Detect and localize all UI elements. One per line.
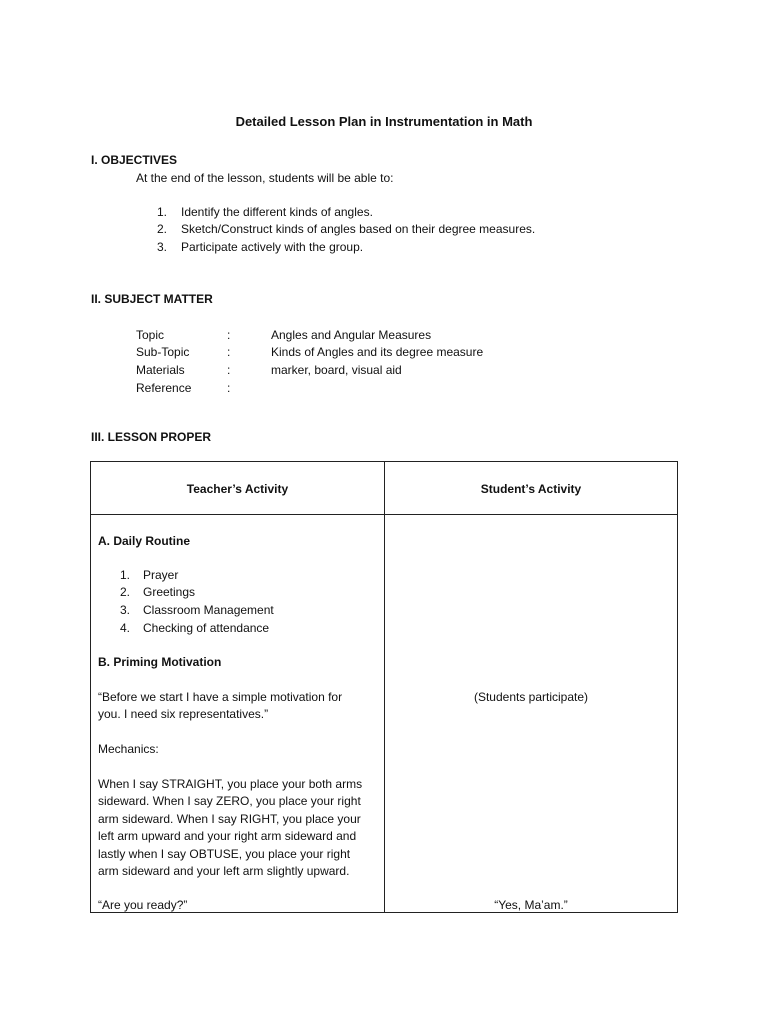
routine-item: Prayer — [143, 568, 179, 582]
subject-colon: : — [227, 381, 231, 395]
mechanics-line: arm sideward and your left arm slightly upward. — [98, 864, 350, 878]
lesson-table — [90, 461, 678, 913]
mechanics-line: sideward. When I say ZERO, you place your right — [98, 794, 361, 808]
routine-number: 1. — [120, 568, 131, 582]
routine-item: Classroom Management — [143, 603, 274, 617]
subject-value-materials: marker, board, visual aid — [271, 363, 402, 377]
routine-number: 2. — [120, 585, 131, 599]
routine-item: Greetings — [143, 585, 196, 599]
mechanics-line: lastly when I say OBTUSE, you place your right — [98, 847, 351, 861]
mechanics-line: When I say STRAIGHT, you place your both arms — [98, 777, 363, 791]
daily-routine-heading: A. Daily Routine — [98, 534, 191, 548]
subject-label-topic: Topic — [136, 328, 165, 342]
objective-item: Sketch/Construct kinds of angles based on their degree measures. — [181, 222, 536, 236]
objective-number: 2. — [157, 222, 168, 236]
document-title: Detailed Lesson Plan in Instrumentation in Math — [235, 114, 533, 129]
subject-colon: : — [227, 328, 231, 342]
objective-number: 3. — [157, 240, 168, 254]
subject-colon: : — [227, 345, 231, 359]
column-divider — [384, 462, 385, 912]
subject-value-topic: Angles and Angular Measures — [271, 328, 432, 342]
subject-colon: : — [227, 363, 231, 377]
mechanics-line: arm sideward. When I say RIGHT, you place your — [98, 812, 361, 826]
priming-motivation-heading: B. Priming Motivation — [98, 655, 222, 669]
mechanics-label: Mechanics: — [98, 742, 159, 756]
mechanics-line: left arm upward and your right arm sideward and — [98, 829, 357, 843]
teacher-activity-header: Teacher’s Activity — [186, 482, 289, 496]
students-yes-response: “Yes, Ma’am.” — [494, 898, 568, 912]
ready-question: “Are you ready?” — [98, 898, 188, 912]
subject-label-reference: Reference — [136, 381, 192, 395]
subject-label-materials: Materials — [136, 363, 185, 377]
routine-number: 3. — [120, 603, 131, 617]
student-activity-header: Student’s Activity — [480, 482, 582, 496]
routine-number: 4. — [120, 621, 131, 635]
students-participate-response: (Students participate) — [473, 690, 589, 704]
subject-value-subtopic: Kinds of Angles and its degree measure — [271, 345, 484, 359]
objective-number: 1. — [157, 205, 168, 219]
subject-matter-heading: II. SUBJECT MATTER — [91, 292, 213, 306]
header-divider — [91, 514, 677, 515]
motivation-quote-line: you. I need six representatives.” — [98, 707, 269, 721]
objectives-intro: At the end of the lesson, students will be able to: — [136, 171, 394, 185]
lesson-proper-heading: III. LESSON PROPER — [91, 430, 212, 444]
objective-item: Identify the different kinds of angles. — [181, 205, 373, 219]
objectives-heading: I. OBJECTIVES — [91, 153, 178, 167]
subject-label-subtopic: Sub-Topic — [136, 345, 190, 359]
motivation-quote-line: “Before we start I have a simple motivation for — [98, 690, 343, 704]
objective-item: Participate actively with the group. — [181, 240, 364, 254]
routine-item: Checking of attendance — [143, 621, 270, 635]
